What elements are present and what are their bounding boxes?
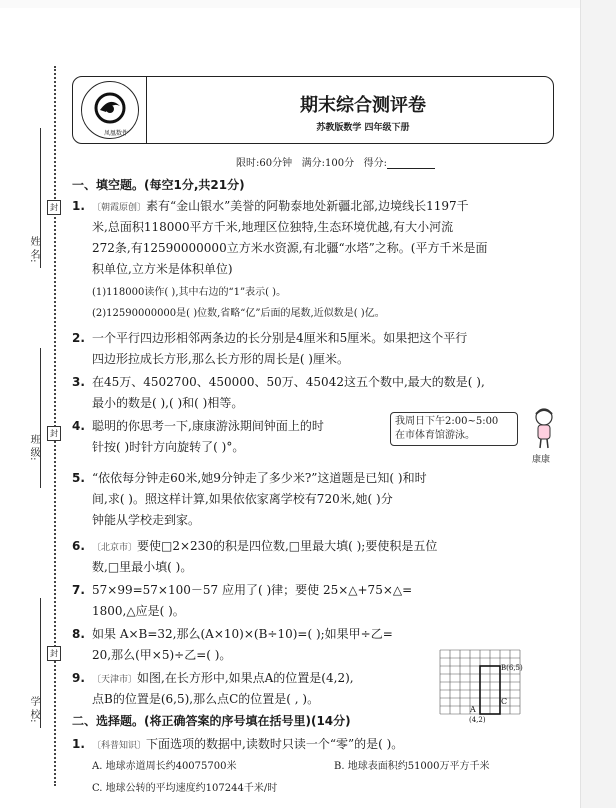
speech-bubble xyxy=(390,412,518,446)
option-a: A. 地球赤道周长约40075700米 xyxy=(92,761,237,772)
exam-subtitle: 苏教版数学 四年级下册 xyxy=(316,123,410,133)
question-number: 5. xyxy=(72,471,85,485)
point-c-label: C xyxy=(501,697,508,706)
question-text: “依依每分钟走60米,她9分钟走了多少米?”这道题是已知( )和时 xyxy=(92,471,427,485)
question-text: 如图,在长方形中,如果点A的位置是(4,2), xyxy=(137,671,354,685)
option-c: C. 地球公转的平均速度约107244千米/时 xyxy=(92,783,278,794)
exam-title: 期末综合测评卷 xyxy=(300,95,426,116)
question-text: 间,求( )。照这样计算,如果依依家离学校有720米,她( )分 xyxy=(92,492,393,506)
question-number: 1. xyxy=(72,737,85,751)
question-text: 下面选项的数据中,读数时只读一个“零”的是( )。 xyxy=(146,737,404,751)
point-b-label: B(6,5) xyxy=(501,664,523,672)
class-underline xyxy=(40,348,41,488)
point-a-label: A xyxy=(470,705,476,714)
score-label: 得分: xyxy=(363,158,388,169)
question-text: 米,总面积118000平方千米,地理区位独特,生态环境优越,有大小河流 xyxy=(92,220,454,234)
viewer-margin xyxy=(580,0,616,808)
question-text: 要使□2×230的积是四位数,□里最大填( );要使积是五位 xyxy=(137,539,438,553)
question-number: 2. xyxy=(72,331,85,345)
question-text: 57×99=57×100－57 应用了( )律；要使 25×△+75×△= xyxy=(92,583,413,597)
exam-page xyxy=(0,8,580,808)
point-a-coordinate: (4,2) xyxy=(469,716,486,724)
logo-text: 凤凰数件 xyxy=(104,130,129,137)
section-title: 二、选择题。(将正确答案的序号填在括号里)(14分) xyxy=(72,714,351,728)
question-text: 点B的位置是(6,5),那么点C的位置是( , )。 xyxy=(92,692,320,706)
question-text: 最小的数是( ),( )和( )相等。 xyxy=(92,396,244,410)
question-tag: 〔科普知识〕 xyxy=(92,741,147,751)
name-label: 姓 名: xyxy=(28,236,39,263)
question-text: 聪明的你思考一下,康康游泳期间钟面上的时 xyxy=(92,419,324,433)
question-number: 7. xyxy=(72,583,85,597)
bubble-line: 在市体育馆游泳。 xyxy=(395,430,475,441)
header-divider xyxy=(146,77,147,143)
question-tag: 〔朝霞原创〕 xyxy=(92,203,147,213)
question-number: 8. xyxy=(72,627,85,641)
full-score: 满分:100分 xyxy=(301,158,355,169)
question-text: 在45万、4502700、450000、50万、45042这五个数中,最大的数是( ), xyxy=(92,375,485,389)
class-label: 班 级: xyxy=(28,434,39,461)
publisher-logo xyxy=(81,81,139,139)
child-name: 康康 xyxy=(532,455,551,465)
bubble-line: 我周日下午2:00~5:00 xyxy=(395,416,499,427)
seal-mark: 封 xyxy=(47,200,61,215)
question-text: 针按( )时针方向旋转了( )°。 xyxy=(92,440,245,454)
school-label: 学 校: xyxy=(28,696,39,723)
question-text: 272条,有12590000000立方米水资源,有北疆“水塔”之称。(平方千米是面 xyxy=(92,241,488,255)
subquestion: (2)12590000000是( )位数,省略“亿”后面的尾数,近似数是( )亿。 xyxy=(92,308,385,319)
score-blank xyxy=(387,158,435,169)
question-text: 钟能从学校走到家。 xyxy=(92,513,201,527)
question-text: 一个平行四边形相邻两条边的长分别是4厘米和5厘米。如果把这个平行 xyxy=(92,331,468,345)
question-number: 4. xyxy=(72,419,85,433)
option-b: B. 地球表面积约51000万平方千米 xyxy=(334,761,490,772)
question-number: 6. xyxy=(72,539,85,553)
coordinate-grid xyxy=(440,650,523,724)
question-text: 积单位,立方米是体积单位) xyxy=(92,262,233,276)
question-tag: 〔北京市〕 xyxy=(92,543,138,553)
question-text: 素有“金山银水”美誉的阿勒泰地处新疆北部,边境线长1197千 xyxy=(146,199,469,213)
child-illustration-icon xyxy=(530,406,558,450)
exam-header xyxy=(72,76,554,144)
question-text: 如果 A×B=32,那么(A×10)×(B÷10)=( );如果甲÷乙= xyxy=(92,627,393,641)
seal-mark: 封 xyxy=(47,426,61,441)
question-tag: 〔天津市〕 xyxy=(92,675,138,685)
question-number: 1. xyxy=(72,199,85,213)
exam-info xyxy=(236,154,435,169)
question-number: 9. xyxy=(72,671,85,685)
question-text: 20,那么(甲×5)÷乙=( )。 xyxy=(92,648,232,662)
toolbar-strip xyxy=(0,0,615,8)
question-text: 1800,△应是( )。 xyxy=(92,604,185,618)
question-text: 数,□里最小填( )。 xyxy=(92,560,193,574)
seal-mark: 封 xyxy=(47,646,61,661)
question-text: 四边形拉成长方形,那么长方形的周长是( )厘米。 xyxy=(92,352,349,366)
section-title: 一、填空题。(每空1分,共21分) xyxy=(72,178,245,192)
subquestion: (1)118000读作( ),其中右边的“1”表示( )。 xyxy=(92,287,287,298)
question-number: 3. xyxy=(72,375,85,389)
time-limit: 限时:60分钟 xyxy=(236,158,293,169)
